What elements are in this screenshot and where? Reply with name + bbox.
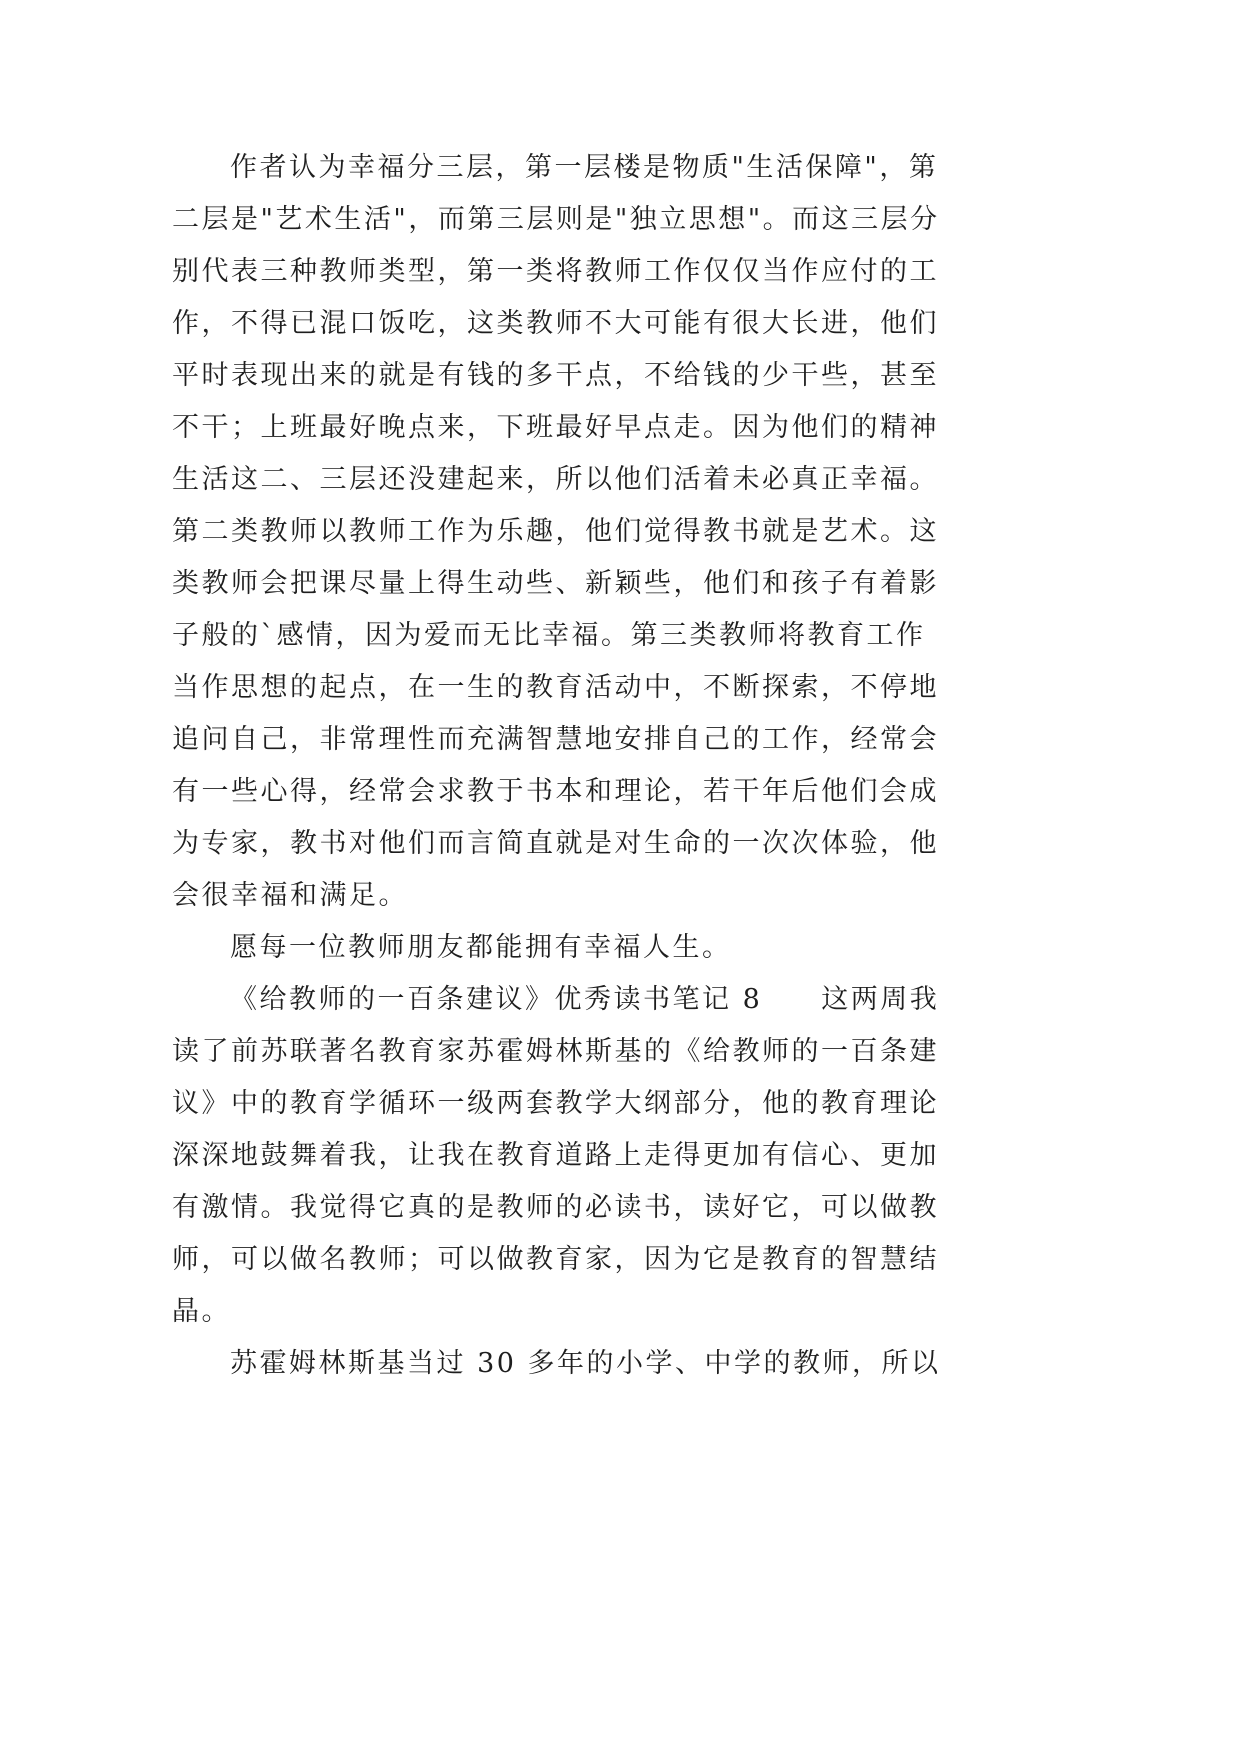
text-line: 会很幸福和满足。 bbox=[172, 880, 408, 911]
document-page bbox=[172, 142, 992, 1390]
text-line: 读了前苏联著名教育家苏霍姆林斯基的《给教师的一百条建 bbox=[172, 1036, 939, 1067]
paragraph bbox=[172, 974, 992, 1338]
text-line: 议》中的教育学循环一级两套教学大纲部分，他的教育理论 bbox=[172, 1088, 939, 1119]
text-line: 深深地鼓舞着我，让我在教育道路上走得更加有信心、更加 bbox=[172, 1140, 939, 1171]
text-line: 师，可以做名教师；可以做教育家，因为它是教育的智慧结 bbox=[172, 1244, 939, 1275]
text-line: 当作思想的起点，在一生的教育活动中，不断探索，不停地 bbox=[172, 672, 939, 703]
text-line: 生活这二、三层还没建起来，所以他们活着未必真正幸福。 bbox=[172, 464, 939, 495]
text-line: 有激情。我觉得它真的是教师的必读书，读好它，可以做教 bbox=[172, 1192, 939, 1223]
text-line: 《给教师的一百条建议》优秀读书笔记 8 这两周我 bbox=[230, 984, 940, 1015]
text-line: 追问自己，非常理性而充满智慧地安排自己的工作，经常会 bbox=[172, 724, 939, 755]
text-line: 不干；上班最好晚点来，下班最好早点走。因为他们的精神 bbox=[172, 412, 939, 443]
paragraph bbox=[172, 922, 992, 974]
text-line: 为专家，教书对他们而言简直就是对生命的一次次体验，他 bbox=[172, 828, 939, 859]
text-line: 平时表现出来的就是有钱的多干点，不给钱的少干些，甚至 bbox=[172, 360, 939, 391]
text-line: 作者认为幸福分三层，第一层楼是物质"生活保障"，第 bbox=[230, 152, 939, 183]
text-line: 类教师会把课尽量上得生动些、新颖些，他们和孩子有着影 bbox=[172, 568, 939, 599]
text-line: 有一些心得，经常会求教于书本和理论，若干年后他们会成 bbox=[172, 776, 939, 807]
text-line: 愿每一位教师朋友都能拥有幸福人生。 bbox=[230, 932, 732, 963]
text-line: 别代表三种教师类型，第一类将教师工作仅仅当作应付的工 bbox=[172, 256, 939, 287]
text-line: 作，不得已混口饭吃，这类教师不大可能有很大长进，他们 bbox=[172, 308, 939, 339]
text-line: 第二类教师以教师工作为乐趣，他们觉得教书就是艺术。这 bbox=[172, 516, 939, 547]
paragraph bbox=[172, 1338, 992, 1390]
text-line: 二层是"艺术生活"，而第三层则是"独立思想"。而这三层分 bbox=[172, 204, 940, 235]
text-line: 苏霍姆林斯基当过 30 多年的小学、中学的教师，所以 bbox=[230, 1348, 941, 1379]
text-line: 晶。 bbox=[172, 1296, 231, 1327]
paragraph bbox=[172, 142, 992, 922]
text-line: 子般的`感情，因为爱而无比幸福。第三类教师将教育工作 bbox=[172, 620, 926, 651]
